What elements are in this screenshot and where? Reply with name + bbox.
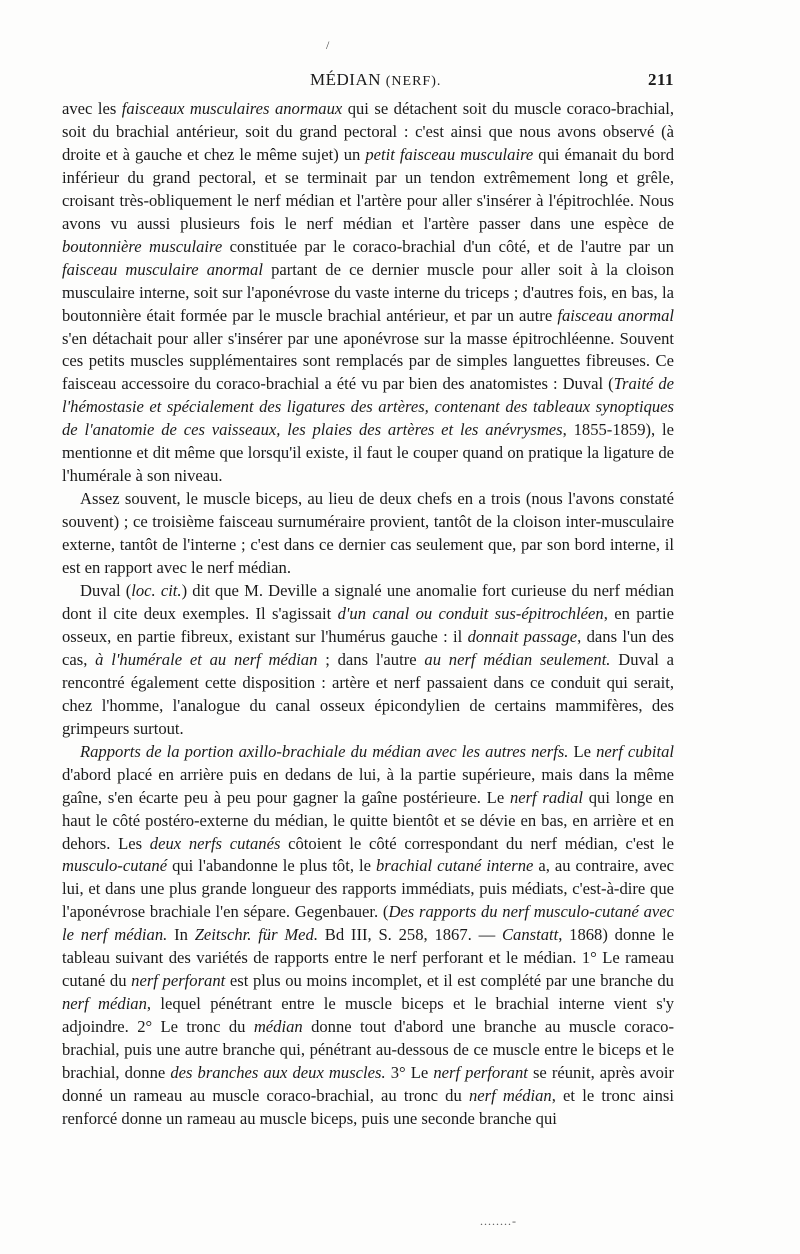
- italic-run: nerf cubital: [596, 741, 674, 761]
- body-text: [62, 98, 674, 1131]
- text-run: , dans l'un des cas,: [62, 626, 675, 669]
- paragraph: [62, 488, 674, 580]
- text-run: qui se détachent soit du muscle coraco-brachial, soit du brachial antérieur, soit du grand pectoral : c'est ainsi que nous avons observé (à droite et à gauche et chez le même sujet) un: [62, 99, 674, 164]
- paragraph: [62, 98, 674, 488]
- text-run: ; dans l'autre: [317, 649, 425, 669]
- page-number: 211: [647, 70, 674, 89]
- text-run: , lequel pénétrant entre le muscle biceps et le brachial interne vient s'y adjoindre. 2° Le tronc du: [62, 994, 675, 1037]
- italic-run: Zeitschr. für Med.: [194, 925, 318, 945]
- text-run: 3° Le: [385, 1063, 434, 1083]
- italic-run: nerf radial: [509, 787, 583, 807]
- running-title-paren: (NERF).: [385, 74, 442, 89]
- text-run: qui l'abandonne le plus tôt, le: [167, 856, 376, 876]
- text-run: Duval (: [80, 581, 132, 601]
- italic-run: donnait passage: [467, 626, 578, 646]
- text-run: , 1855-1859), le mentionne et dit même que lorsqu'il existe, il faut le couper quand on pratique la ligature de l'humérale à son niveau.: [62, 420, 675, 486]
- text-run: In: [167, 925, 195, 945]
- italic-run: nerf médian: [468, 1085, 552, 1105]
- italic-run: des branches aux deux muscles.: [170, 1063, 386, 1083]
- italic-run: Rapports de la portion axillo-brachiale du médian avec les autres nerfs.: [80, 741, 569, 761]
- text-run: donne tout d'abord une branche au muscle coraco-brachial, puis une autre branche qui, pénétrant au-dessous de ce muscle entre le biceps et le brachial, donne: [62, 1017, 675, 1083]
- text-run: , et le tronc ainsi renforcé donne un rameau au muscle biceps, puis une seconde branche qui: [62, 1085, 674, 1128]
- italic-run: d'un canal ou conduit sus-épitrochléen: [337, 603, 604, 623]
- italic-run: deux nerfs cutanés: [149, 833, 281, 853]
- text-run: qui longe en haut le côté postéro-externe du médian, le quitte bientôt et se dévie en bas, en arrière et en dehors. Les: [62, 787, 674, 853]
- text-run: a, au contraire, avec lui, et dans une plus grande longueur des rapports immédiats, puis médiats, c'est-à-dire que l'aponévrose brachiale l'en sépare. Gegenbauer. (: [62, 856, 674, 922]
- running-header: [62, 70, 674, 94]
- italic-run: loc. cit.: [131, 581, 182, 601]
- italic-run: au nerf médian seulement.: [424, 649, 611, 669]
- italic-run: à l'humérale et au nerf médian: [95, 649, 318, 669]
- text-run: d'abord placé en arrière puis en dedans de lui, à la partie supérieure, mais dans la même gaîne, s'en écarte peu à peu pour gagner la gaîne postérieure. Le: [62, 764, 674, 807]
- text-run: ) dit que M. Deville a signalé une anomalie fort curieuse du nerf médian dont il cite deux exemples. Il s'agissait: [62, 581, 674, 623]
- italic-run: Des rapports du nerf musculo-cutané avec le nerf médian.: [62, 902, 674, 945]
- italic-run: faisceau anormal: [557, 305, 674, 325]
- text-run: Le: [568, 741, 597, 761]
- italic-run: faisceau musculaire anormal: [62, 259, 263, 279]
- text-run: Bd III, S. 258, 1867. —: [317, 925, 502, 945]
- footer-mark: ........-: [480, 1214, 517, 1228]
- italic-run: boutonnière musculaire: [62, 236, 223, 256]
- top-mark: /: [326, 38, 330, 52]
- text-run: qui émanait du bord inférieur du grand pectoral, et se terminait par un tendon extrêmement long et grêle, croisant très-obliquement le nerf médian et l'artère pour aller s'insérer à l'épitrochlée. Nous avons vu aussi plusieurs fois le nerf médian et l'artère passer dans une espèce de: [62, 144, 675, 233]
- italic-run: brachial cutané interne: [375, 856, 534, 876]
- text-run: avec les: [62, 99, 122, 118]
- text-run: , en partie osseux, en partie fibreux, existant sur l'humérus gauche : il: [62, 603, 674, 646]
- running-title: [310, 70, 441, 90]
- italic-run: médian: [253, 1017, 303, 1037]
- text-run: se réunit, après avoir donné un rameau au muscle coraco-brachial, au tronc du: [62, 1063, 675, 1105]
- paragraph: [62, 741, 674, 1131]
- text-run: partant de ce dernier muscle pour aller soit à la cloison musculaire interne, soit sur l'aponévrose du vaste interne du triceps ; d'autres fois, en bas, la boutonnière était formée par le muscle brachial antérieur, et par un autre: [62, 259, 674, 325]
- italic-run: nerf perforant: [131, 971, 226, 991]
- text-run: s'en détachait pour aller s'insérer par une aponévrose sur la masse épitrochléenne. Souvent ces petits muscles supplémentaires sont remplacés par de simples languettes fibreuses. Ce faisceau accessoire du coraco-brachial a été vu par bien des anatomistes : Duval (: [62, 328, 674, 394]
- italic-run: Canstatt: [501, 925, 559, 945]
- text-run: , 1868) donne le tableau suivant des variétés de rapports entre le nerf perforant et le médian. 1° Le rameau cutané du: [62, 925, 674, 991]
- italic-run: musculo-cutané: [62, 856, 168, 876]
- text-run: côtoient le côté correspondant du nerf médian, c'est le: [280, 833, 674, 853]
- italic-run: nerf perforant: [433, 1063, 528, 1083]
- italic-run: faisceaux musculaires anormaux: [121, 99, 343, 118]
- italic-run: petit faisceau musculaire: [365, 144, 534, 164]
- italic-run: Traité de l'hémostasie et spécialement des ligatures des artères, contenant des tableaux synoptiques de l'anatomie de ces vaisseaux, les plaies des artères et les anévrysmes: [62, 374, 674, 440]
- text-run: Assez souvent, le muscle biceps, au lieu de deux chefs en a trois (nous l'avons constaté souvent) ; ce troisième faisceau surnuméraire provient, tantôt de la cloison inter-musculaire externe, tantôt de l'interne ; c'est dans ce dernier cas seulement que, par son bord interne, il est en rapport avec le nerf médian.: [62, 489, 674, 578]
- paragraph: [62, 580, 674, 741]
- text-run: est plus ou moins incomplet, et il est complété par une branche du: [225, 971, 674, 991]
- text-run: constituée par le coraco-brachial d'un côté, et de l'autre par un: [222, 236, 674, 256]
- italic-run: nerf médian: [62, 994, 147, 1014]
- running-title-main: MÉDIAN: [310, 70, 381, 89]
- text-run: Duval a rencontré également cette disposition : artère et nerf passaient dans ce conduit qui serait, chez l'homme, l'analogue du canal osseux épicondylien de certains mammifères, des grimpeurs surtout.: [62, 649, 674, 738]
